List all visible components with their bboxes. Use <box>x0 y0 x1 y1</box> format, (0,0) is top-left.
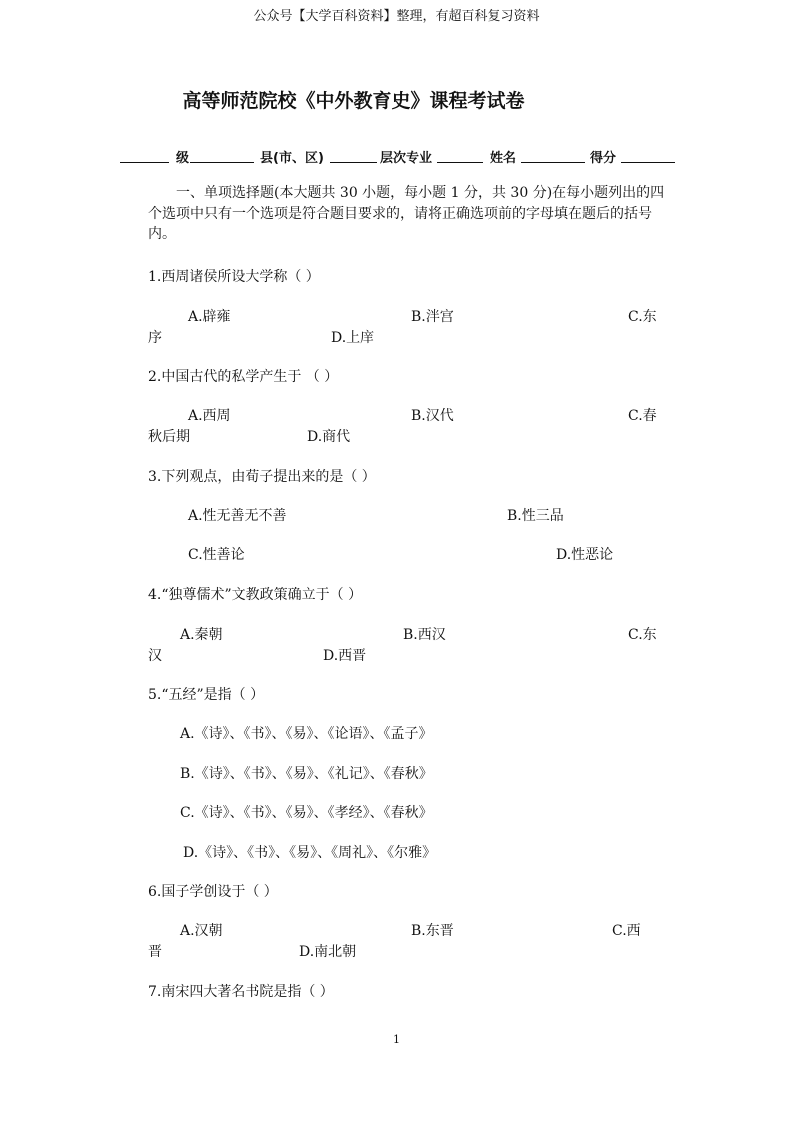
option-1d[interactable]: D.上庠 <box>331 330 375 346</box>
question-stem-4: 4.“独尊儒术”文教政策确立于（ ） <box>148 587 363 603</box>
question-stem-3: 3.下列观点，由荀子提出来的是（ ） <box>148 469 376 485</box>
option-1c[interactable]: C.东 <box>628 309 657 325</box>
blank-class-line[interactable] <box>120 162 169 163</box>
page-number: 1 <box>393 1033 400 1046</box>
option-1b[interactable]: B.泮宫 <box>411 309 454 325</box>
major-label: 层次专业 <box>380 151 433 166</box>
option-6b[interactable]: B.东晋 <box>411 923 454 939</box>
option-2d[interactable]: D.商代 <box>307 429 351 445</box>
student-info-line <box>120 147 675 167</box>
option-5d[interactable]: D.《诗》、《书》、《易》、《周礼》、《尔雅》 <box>183 845 437 861</box>
blank-major-line[interactable] <box>437 162 483 163</box>
section-instruction: 一、单项选择题(本大题共 30 小题，每小题 1 分，共 30 分)在每小题列出的四个选项中只有一个选项是符合题目要求的，请将正确选项前的字母填在题后的括号内。 <box>148 185 665 242</box>
grade-label: 级 <box>176 151 190 166</box>
option-1a[interactable]: A.辟雍 <box>188 309 231 325</box>
option-4a[interactable]: A.秦朝 <box>180 627 223 643</box>
option-4d[interactable]: D.西晋 <box>323 648 367 664</box>
option-6c-continued: 晋 <box>148 944 162 960</box>
option-3d[interactable]: D.性恶论 <box>556 547 614 563</box>
option-5b[interactable]: B.《诗》、《书》、《易》、《礼记》、《春秋》 <box>180 766 433 782</box>
question-stem-7: 7.南宋四大著名书院是指（ ） <box>148 984 334 1000</box>
option-5c[interactable]: C.《诗》、《书》、《易》、《孝经》、《春秋》 <box>180 805 433 821</box>
option-3c[interactable]: C.性善论 <box>188 547 245 563</box>
option-5a[interactable]: A.《诗》、《书》、《易》、《论语》、《孟子》 <box>180 726 433 742</box>
page-header-note: 公众号【大学百科资料】整理，有超百科复习资料 <box>253 9 540 24</box>
county-label: 县(市、区) <box>260 151 324 166</box>
question-stem-1: 1.西周诸侯所设大学称（ ） <box>148 269 320 285</box>
option-4c-continued: 汉 <box>148 648 162 664</box>
score-label: 得分 <box>590 151 617 166</box>
option-2c-continued: 秋后期 <box>148 429 190 445</box>
option-1c-continued: 序 <box>148 330 162 346</box>
question-stem-6: 6.国子学创设于（ ） <box>148 884 278 900</box>
name-label: 姓名 <box>490 151 517 166</box>
option-6d[interactable]: D.南北朝 <box>299 944 357 960</box>
option-2a[interactable]: A.西周 <box>188 408 231 424</box>
option-3b[interactable]: B.性三品 <box>507 508 564 524</box>
option-2c[interactable]: C.春 <box>628 408 657 424</box>
question-stem-5: 5.“五经”是指（ ） <box>148 687 265 703</box>
blank-name-line[interactable] <box>521 162 585 163</box>
question-stem-2: 2.中国古代的私学产生于 （ ） <box>148 369 339 385</box>
option-4b[interactable]: B.西汉 <box>403 627 446 643</box>
exam-title: 高等师范院校《中外教育史》课程考试卷 <box>182 90 525 112</box>
option-2b[interactable]: B.汉代 <box>411 408 454 424</box>
blank-county-line[interactable] <box>330 162 377 163</box>
option-4c[interactable]: C.东 <box>628 627 657 643</box>
blank-grade-line[interactable] <box>190 162 254 163</box>
blank-score-line[interactable] <box>621 162 675 163</box>
option-6a[interactable]: A.汉朝 <box>180 923 223 939</box>
option-3a[interactable]: A.性无善无不善 <box>188 508 287 524</box>
option-6c[interactable]: C.西 <box>612 923 641 939</box>
